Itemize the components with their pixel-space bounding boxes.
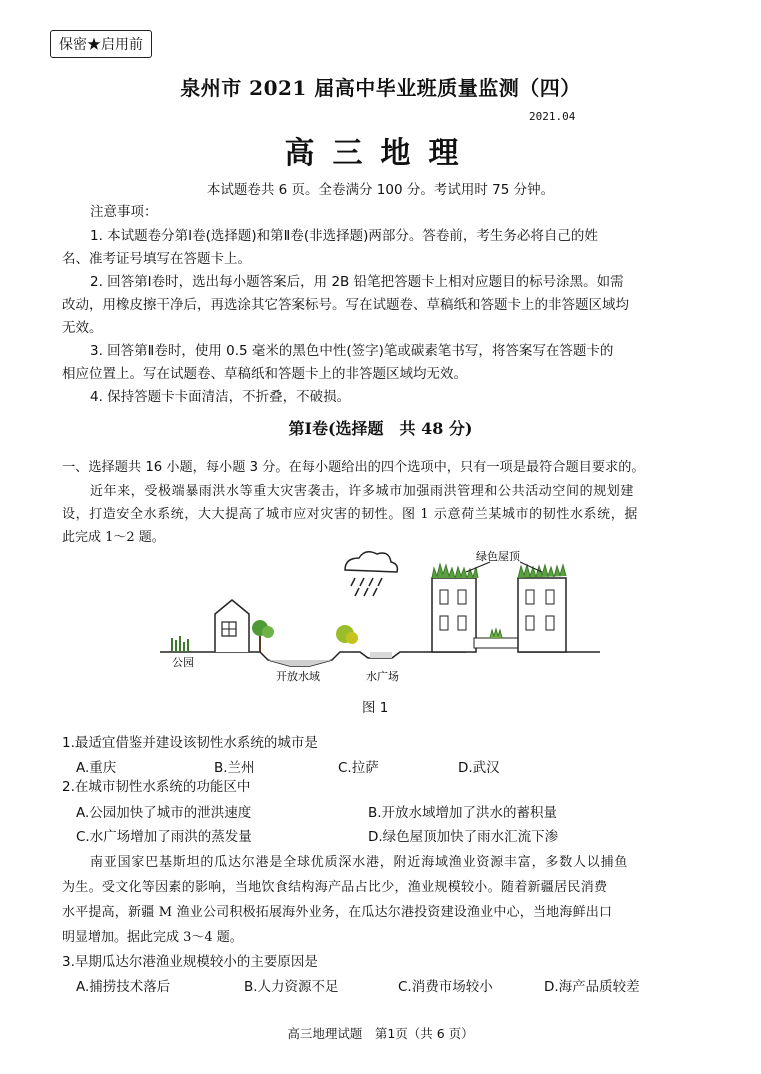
notice-line: 改动，用橡皮擦干净后，再选涂其它答案标号。写在试题卷、草稿纸和答题卡上的非答题区域均	[62, 297, 629, 313]
q3-option-c: C.消费市场较小	[398, 979, 493, 995]
label-open-water: 开放水域	[276, 670, 320, 683]
exam-info: 本试题卷共 6 页。全卷满分 100 分。考试用时 75 分钟。	[206, 182, 555, 198]
notice-line: 2. 回答第Ⅰ卷时，选出每小题答案后，用 2B 铅笔把答题卡上相对应题目的标号涂黑。如需	[90, 274, 624, 290]
resilient-water-system-figure	[160, 548, 600, 688]
passage-line: 设，打造安全水系统，大大提高了城市应对灾害的韧性。图 1 示意荷兰某城市的韧性水系统，据	[62, 507, 638, 522]
q1-option-d: D.武汉	[458, 760, 500, 776]
low-structure	[474, 629, 522, 648]
q2-option-c: C.水广场增加了雨洪的蒸发量	[76, 829, 252, 845]
q1-option-a: A.重庆	[76, 760, 117, 776]
section-title: 第Ⅰ卷(选择题 共 48 分)	[288, 419, 473, 438]
notice-line: 名、准考证号填写在答题卡上。	[62, 251, 251, 267]
notice-line: 无效。	[62, 320, 103, 336]
q2-option-b: B.开放水域增加了洪水的蓄积量	[368, 805, 558, 821]
notice-line: 4. 保持答题卡卡面清洁，不折叠，不破损。	[90, 389, 351, 405]
confidential-badge: 保密★启用前	[50, 30, 152, 58]
figure-caption: 图 1	[362, 700, 389, 716]
passage-line: 此完成 1～2 题。	[62, 530, 165, 545]
label-water-square: 水广场	[366, 670, 399, 683]
park-plants	[172, 620, 358, 652]
passage-line: 南亚国家巴基斯坦的瓜达尔港是全球优质深水港，附近海域渔业资源丰富，多数人以捕鱼	[90, 855, 629, 870]
passage-line: 为生。受文化等因素的影响，当地饮食结构海产品占比少，渔业规模较小。随着新疆居民消费	[62, 880, 608, 895]
q1-option-b: B.兰州	[214, 760, 255, 776]
notice-line: 相应位置上。写在试题卷、草稿纸和答题卡上的非答题区域均无效。	[62, 366, 467, 382]
water-square-pool	[370, 652, 392, 658]
question-3-stem: 3.早期瓜达尔港渔业规模较小的主要原因是	[62, 954, 318, 970]
house	[215, 600, 249, 652]
label-park: 公园	[172, 656, 194, 669]
q2-option-a: A.公园加快了城市的泄洪速度	[76, 805, 252, 821]
building-right	[518, 565, 566, 652]
question-2-stem: 2.在城市韧性水系统的功能区中	[62, 779, 251, 795]
exam-title: 泉州市 2021 届高中毕业班质量监测（四）	[180, 76, 581, 100]
notice-line: 3. 回答第Ⅱ卷时，使用 0.5 毫米的黑色中性(签字)笔或碳素笔书写，将答案写在答题卡的	[90, 343, 614, 359]
building-left	[432, 564, 478, 652]
notice-line: 1. 本试题卷分第Ⅰ卷(选择题)和第Ⅱ卷(非选择题)两部分。答卷前，考生务必将自己的姓	[90, 228, 598, 244]
notice-heading: 注意事项：	[90, 204, 158, 220]
label-green-roof: 绿色屋顶	[476, 550, 520, 563]
q1-option-c: C.拉萨	[338, 760, 379, 776]
q3-option-d: D.海产品质较差	[544, 979, 640, 995]
green-roof-arrows	[466, 562, 542, 572]
page-footer: 高三地理试题 第1页（共 6 页）	[287, 1026, 474, 1041]
subject-title: 高三地理	[284, 136, 477, 171]
section-instruction: 一、选择题共 16 小题，每小题 3 分。在每小题给出的四个选项中，只有一项是最符合题目要求的。	[62, 460, 645, 475]
q3-option-b: B.人力资源不足	[244, 979, 339, 995]
question-1-stem: 1.最适宜借鉴并建设该韧性水系统的城市是	[62, 735, 318, 751]
passage-line: 明显增加。据此完成 3～4 题。	[62, 930, 243, 945]
exam-date: 2021.04	[529, 110, 576, 123]
q3-option-a: A.捕捞技术落后	[76, 979, 171, 995]
passage-line: 水平提高，新疆 M 渔业公司积极拓展海外业务，在瓜达尔港投资建设渔业中心，当地海鲜出口	[62, 905, 613, 920]
q2-option-d: D.绿色屋顶加快了雨水汇流下渗	[368, 829, 559, 845]
passage-line: 近年来，受极端暴雨洪水等重大灾害袭击，许多城市加强雨洪管理和公共活动空间的规划建	[90, 484, 635, 499]
rain-cloud	[345, 552, 397, 596]
